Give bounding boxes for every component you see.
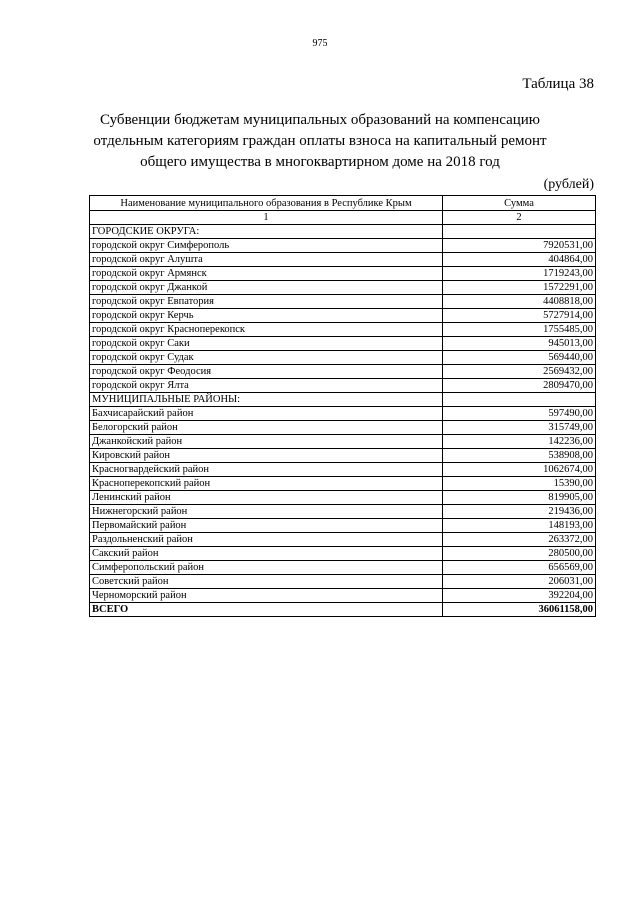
row-amount: 263372,00 bbox=[443, 533, 596, 547]
row-amount: 1719243,00 bbox=[443, 267, 596, 281]
column-number: 1 bbox=[90, 211, 443, 225]
row-name: городской округ Алушта bbox=[90, 253, 443, 267]
table-row bbox=[90, 309, 596, 323]
row-amount: 1062674,00 bbox=[443, 463, 596, 477]
row-amount: 315749,00 bbox=[443, 421, 596, 435]
row-name: Кировский район bbox=[90, 449, 443, 463]
section-row-urban bbox=[90, 225, 596, 239]
total-amount: 36061158,00 bbox=[443, 603, 596, 617]
table-row bbox=[90, 365, 596, 379]
table-row bbox=[90, 281, 596, 295]
row-name: городской округ Джанкой bbox=[90, 281, 443, 295]
table-row bbox=[90, 253, 596, 267]
table-label: Таблица 38 bbox=[522, 76, 594, 92]
row-name: Симферопольский район bbox=[90, 561, 443, 575]
section-empty-cell bbox=[443, 393, 596, 407]
table-row bbox=[90, 533, 596, 547]
table-row bbox=[90, 421, 596, 435]
row-name: городской округ Саки bbox=[90, 337, 443, 351]
row-amount: 1572291,00 bbox=[443, 281, 596, 295]
row-name: Первомайский район bbox=[90, 519, 443, 533]
row-amount: 206031,00 bbox=[443, 575, 596, 589]
title-line: общего имущества в многоквартирном доме на 2018 год bbox=[140, 154, 500, 170]
row-name: городской округ Судак bbox=[90, 351, 443, 365]
table-row bbox=[90, 463, 596, 477]
page-number: 975 bbox=[312, 38, 328, 49]
table-row bbox=[90, 575, 596, 589]
row-amount: 597490,00 bbox=[443, 407, 596, 421]
column-number-row bbox=[90, 211, 596, 225]
row-amount: 569440,00 bbox=[443, 351, 596, 365]
row-name: Раздольненский район bbox=[90, 533, 443, 547]
table-row bbox=[90, 407, 596, 421]
row-name: городской округ Красноперекопск bbox=[90, 323, 443, 337]
column-number: 2 bbox=[443, 211, 596, 225]
row-amount: 1755485,00 bbox=[443, 323, 596, 337]
row-amount: 2569432,00 bbox=[443, 365, 596, 379]
title-line: Субвенции бюджетам муниципальных образований на компенсацию bbox=[100, 112, 540, 128]
row-amount: 2809470,00 bbox=[443, 379, 596, 393]
table-row bbox=[90, 505, 596, 519]
row-name: Советский район bbox=[90, 575, 443, 589]
row-name: Сакский район bbox=[90, 547, 443, 561]
section-row-districts bbox=[90, 393, 596, 407]
row-name: городской округ Феодосия bbox=[90, 365, 443, 379]
table-row bbox=[90, 351, 596, 365]
row-amount: 7920531,00 bbox=[443, 239, 596, 253]
total-row bbox=[90, 603, 596, 617]
row-name: городской округ Симферополь bbox=[90, 239, 443, 253]
row-name: Черноморский район bbox=[90, 589, 443, 603]
table-row bbox=[90, 477, 596, 491]
table-row bbox=[90, 491, 596, 505]
row-name: Красногвардейский район bbox=[90, 463, 443, 477]
table-row bbox=[90, 323, 596, 337]
table-row bbox=[90, 435, 596, 449]
section-label: МУНИЦИПАЛЬНЫЕ РАЙОНЫ: bbox=[90, 393, 443, 407]
table-row bbox=[90, 379, 596, 393]
row-amount: 15390,00 bbox=[443, 477, 596, 491]
row-name: Джанкойский район bbox=[90, 435, 443, 449]
table-row bbox=[90, 267, 596, 281]
table-row bbox=[90, 295, 596, 309]
table-row bbox=[90, 561, 596, 575]
document-title bbox=[80, 110, 560, 173]
table-row bbox=[90, 337, 596, 351]
row-amount: 656569,00 bbox=[443, 561, 596, 575]
table-row bbox=[90, 589, 596, 603]
row-name: Красноперекопский район bbox=[90, 477, 443, 491]
column-header-amount: Сумма bbox=[443, 196, 596, 211]
row-amount: 5727914,00 bbox=[443, 309, 596, 323]
table-row bbox=[90, 547, 596, 561]
section-label: ГОРОДСКИЕ ОКРУГА: bbox=[90, 225, 443, 239]
row-amount: 280500,00 bbox=[443, 547, 596, 561]
row-name: городской округ Армянск bbox=[90, 267, 443, 281]
column-header-name: Наименование муниципального образования в Республике Крым bbox=[90, 196, 443, 211]
table-header-row bbox=[90, 196, 596, 211]
row-amount: 219436,00 bbox=[443, 505, 596, 519]
row-name: городской округ Евпатория bbox=[90, 295, 443, 309]
table-row bbox=[90, 519, 596, 533]
table-row bbox=[90, 449, 596, 463]
row-name: городской округ Керчь bbox=[90, 309, 443, 323]
row-name: Бахчисарайский район bbox=[90, 407, 443, 421]
row-name: городской округ Ялта bbox=[90, 379, 443, 393]
row-amount: 945013,00 bbox=[443, 337, 596, 351]
units-label: (рублей) bbox=[543, 177, 594, 192]
row-amount: 148193,00 bbox=[443, 519, 596, 533]
section-empty-cell bbox=[443, 225, 596, 239]
row-amount: 404864,00 bbox=[443, 253, 596, 267]
row-name: Ленинский район bbox=[90, 491, 443, 505]
row-name: Белогорский район bbox=[90, 421, 443, 435]
row-amount: 538908,00 bbox=[443, 449, 596, 463]
row-amount: 4408818,00 bbox=[443, 295, 596, 309]
row-amount: 819905,00 bbox=[443, 491, 596, 505]
row-name: Нижнегорский район bbox=[90, 505, 443, 519]
title-line: отдельным категориям граждан оплаты взноса на капитальный ремонт bbox=[93, 133, 547, 149]
table-row bbox=[90, 239, 596, 253]
total-label: ВСЕГО bbox=[90, 603, 443, 617]
subsidy-table bbox=[89, 195, 596, 617]
row-amount: 392204,00 bbox=[443, 589, 596, 603]
row-amount: 142236,00 bbox=[443, 435, 596, 449]
